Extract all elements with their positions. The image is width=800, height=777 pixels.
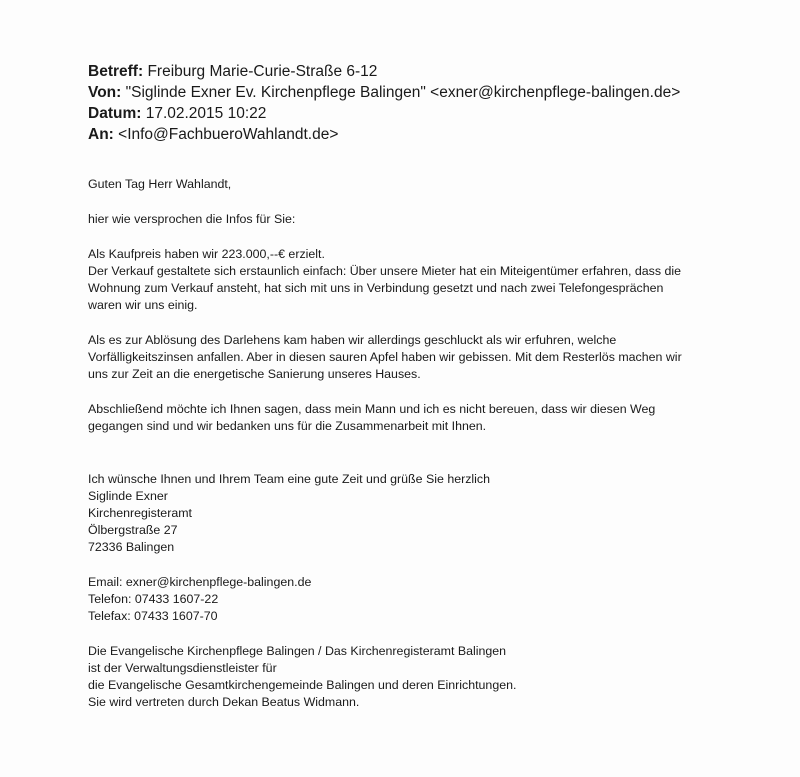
- signature-block: [88, 471, 788, 625]
- subject-value: Freiburg Marie-Curie-Straße 6-12: [147, 63, 378, 80]
- signature-email: Email: exner@kirchenpflege-balingen.de: [88, 575, 312, 589]
- paragraph-conclusion: [88, 401, 788, 435]
- paragraph-line: uns zur Zeit an die energetische Sanierung unseres Hauses.: [88, 367, 421, 381]
- from-row: [88, 82, 680, 103]
- organization-footer: [88, 643, 788, 711]
- paragraph-line: gegangen sind und wir bedanken uns für die Zusammenarbeit mit Ihnen.: [88, 419, 487, 433]
- signature-fax: Telefax: 07433 1607-70: [88, 609, 218, 623]
- from-value: "Siglinde Exner Ev. Kirchenpflege Balingen" <exner@kirchenpflege-balingen.de>: [125, 84, 681, 101]
- paragraph-line: Der Verkauf gestaltete sich erstaunlich einfach: Über unsere Mieter hat ein Miteigentümer erfahren, dass die: [88, 264, 681, 278]
- signature-street: Ölbergstraße 27: [88, 523, 178, 537]
- subject-label: Betreff:: [88, 63, 144, 80]
- date-label: Datum:: [88, 105, 142, 122]
- date-row: [88, 103, 680, 124]
- paragraph-line: Als Kaufpreis haben wir 223.000,--€ erzielt.: [88, 247, 325, 261]
- paragraph-line: Wohnung zum Verkauf ansteht, hat sich mit uns in Verbindung gesetzt und nach zwei Telefongesprächen: [88, 281, 664, 295]
- intro-line: hier wie versprochen die Infos für Sie:: [88, 212, 296, 226]
- paragraph-line: waren wir uns einig.: [88, 298, 198, 312]
- email-header: [88, 61, 680, 145]
- to-label: An:: [88, 126, 114, 143]
- to-row: [88, 124, 680, 145]
- paragraph-line: Vorfälligkeitszinsen anfallen. Aber in diesen sauren Apfel haben wir gebissen. Mit dem Resterlös machen wir: [88, 350, 682, 364]
- paragraph-sale-price: [88, 246, 788, 314]
- paragraph-line: Abschließend möchte ich Ihnen sagen, dass mein Mann und ich es nicht bereuen, dass wir diesen Weg: [88, 402, 656, 416]
- signature-city: 72336 Balingen: [88, 540, 175, 554]
- email-body: [88, 176, 788, 711]
- to-value: <Info@FachbueroWahlandt.de>: [118, 126, 339, 143]
- from-label: Von:: [88, 84, 122, 101]
- signature-department: Kirchenregisteramt: [88, 506, 192, 520]
- footer-line: die Evangelische Gesamtkirchengemeinde Balingen und deren Einrichtungen.: [88, 678, 517, 692]
- date-value: 17.02.2015 10:22: [145, 105, 267, 122]
- footer-line: Sie wird vertreten durch Dekan Beatus Widmann.: [88, 695, 360, 709]
- paragraph-loan: [88, 332, 788, 383]
- signature-name: Siglinde Exner: [88, 489, 168, 503]
- footer-line: Die Evangelische Kirchenpflege Balingen / Das Kirchenregisteramt Balingen: [88, 644, 507, 658]
- signature-phone: Telefon: 07433 1607-22: [88, 592, 219, 606]
- subject-row: [88, 61, 680, 82]
- closing-line: Ich wünsche Ihnen und Ihrem Team eine gute Zeit und grüße Sie herzlich: [88, 472, 491, 486]
- greeting: Guten Tag Herr Wahlandt,: [88, 177, 232, 191]
- footer-line: ist der Verwaltungsdienstleister für: [88, 661, 277, 675]
- paragraph-line: Als es zur Ablösung des Darlehens kam haben wir allerdings geschluckt als wir erfuhren, welche: [88, 333, 617, 347]
